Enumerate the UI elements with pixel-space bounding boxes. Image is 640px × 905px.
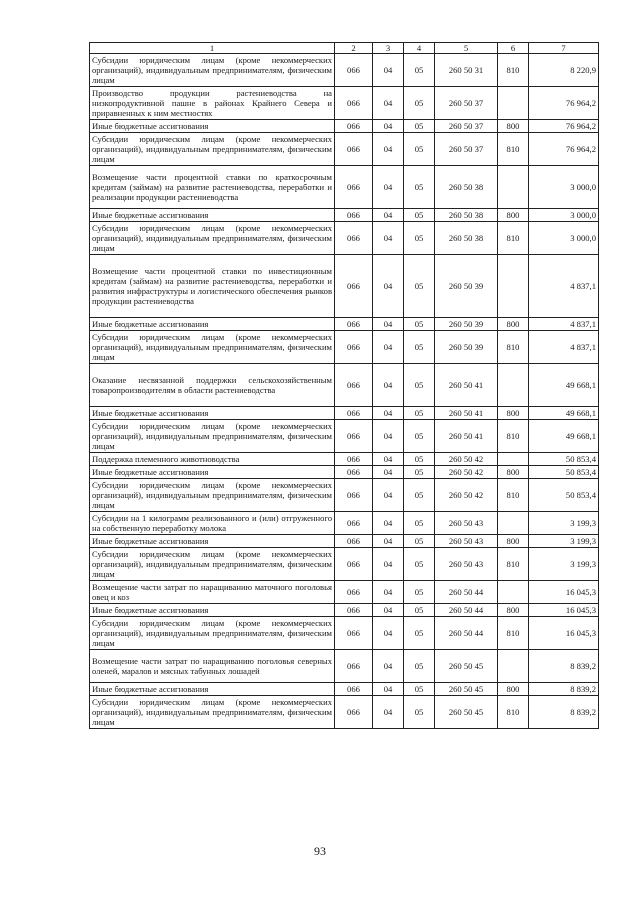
amount-cell: 8 220,9 (529, 54, 599, 87)
subsection-code-cell: 05 (404, 54, 435, 87)
target-article-cell: 260 50 43 (435, 548, 498, 581)
section-code-cell: 04 (373, 548, 404, 581)
header-row (90, 43, 599, 54)
target-article-cell: 260 50 38 (435, 222, 498, 255)
row-name-cell: Иные бюджетные ассигнования (90, 683, 335, 696)
expense-type-cell: 810 (498, 617, 529, 650)
header-cell: 2 (335, 43, 373, 54)
ministry-code-cell: 066 (335, 604, 373, 617)
section-code-cell: 04 (373, 512, 404, 535)
row-name-cell: Иные бюджетные ассигнования (90, 604, 335, 617)
budget-table-body (90, 43, 599, 729)
target-article-cell: 260 50 45 (435, 683, 498, 696)
target-article-cell: 260 50 37 (435, 133, 498, 166)
amount-cell: 4 837,1 (529, 255, 599, 318)
section-code-cell: 04 (373, 166, 404, 209)
target-article-cell: 260 50 37 (435, 120, 498, 133)
row-name-cell: Возмещение части затрат по наращиванию поголовья северных оленей, маралов и мясных табунных лошадей (90, 650, 335, 683)
ministry-code-cell: 066 (335, 581, 373, 604)
subsection-code-cell: 05 (404, 407, 435, 420)
ministry-code-cell: 066 (335, 54, 373, 87)
row-name-cell: Иные бюджетные ассигнования (90, 318, 335, 331)
section-code-cell: 04 (373, 364, 404, 407)
section-code-cell: 04 (373, 331, 404, 364)
subsection-code-cell: 05 (404, 166, 435, 209)
section-code-cell: 04 (373, 683, 404, 696)
section-code-cell: 04 (373, 617, 404, 650)
amount-cell: 3 199,3 (529, 512, 599, 535)
expense-type-cell: 800 (498, 209, 529, 222)
table-row (90, 120, 599, 133)
target-article-cell: 260 50 41 (435, 364, 498, 407)
target-article-cell: 260 50 31 (435, 54, 498, 87)
amount-cell: 3 000,0 (529, 222, 599, 255)
subsection-code-cell: 05 (404, 255, 435, 318)
subsection-code-cell: 05 (404, 548, 435, 581)
ministry-code-cell: 066 (335, 318, 373, 331)
amount-cell: 4 837,1 (529, 331, 599, 364)
amount-cell: 49 668,1 (529, 364, 599, 407)
subsection-code-cell: 05 (404, 120, 435, 133)
subsection-code-cell: 05 (404, 479, 435, 512)
amount-cell: 49 668,1 (529, 407, 599, 420)
section-code-cell: 04 (373, 453, 404, 466)
expense-type-cell: 810 (498, 479, 529, 512)
section-code-cell: 04 (373, 87, 404, 120)
expense-type-cell (498, 650, 529, 683)
section-code-cell: 04 (373, 120, 404, 133)
ministry-code-cell: 066 (335, 512, 373, 535)
row-name-cell: Возмещение части затрат по наращиванию маточного поголовья овец и коз (90, 581, 335, 604)
section-code-cell: 04 (373, 604, 404, 617)
row-name-cell: Поддержка племенного животноводства (90, 453, 335, 466)
target-article-cell: 260 50 38 (435, 166, 498, 209)
amount-cell: 3 199,3 (529, 535, 599, 548)
table-row (90, 331, 599, 364)
section-code-cell: 04 (373, 479, 404, 512)
target-article-cell: 260 50 45 (435, 696, 498, 729)
subsection-code-cell: 05 (404, 512, 435, 535)
ministry-code-cell: 066 (335, 696, 373, 729)
table-row (90, 222, 599, 255)
table-row (90, 466, 599, 479)
ministry-code-cell: 066 (335, 453, 373, 466)
subsection-code-cell: 05 (404, 420, 435, 453)
expense-type-cell (498, 255, 529, 318)
ministry-code-cell: 066 (335, 466, 373, 479)
section-code-cell: 04 (373, 318, 404, 331)
ministry-code-cell: 066 (335, 133, 373, 166)
table-row (90, 420, 599, 453)
target-article-cell: 260 50 41 (435, 407, 498, 420)
target-article-cell: 260 50 39 (435, 331, 498, 364)
table-row (90, 255, 599, 318)
subsection-code-cell: 05 (404, 331, 435, 364)
table-row (90, 479, 599, 512)
ministry-code-cell: 066 (335, 166, 373, 209)
expense-type-cell: 800 (498, 407, 529, 420)
table-row (90, 512, 599, 535)
row-name-cell: Субсидии юридическим лицам (кроме некоммерческих организаций), индивидуальным предпринимателям, физическим лицам (90, 420, 335, 453)
row-name-cell: Субсидии на 1 килограмм реализованного и (или) отгруженного на собственную переработку молока (90, 512, 335, 535)
ministry-code-cell: 066 (335, 479, 373, 512)
amount-cell: 8 839,2 (529, 696, 599, 729)
ministry-code-cell: 066 (335, 535, 373, 548)
expense-type-cell (498, 166, 529, 209)
target-article-cell: 260 50 38 (435, 209, 498, 222)
target-article-cell: 260 50 42 (435, 466, 498, 479)
target-article-cell: 260 50 37 (435, 87, 498, 120)
target-article-cell: 260 50 43 (435, 512, 498, 535)
expense-type-cell: 810 (498, 222, 529, 255)
ministry-code-cell: 066 (335, 209, 373, 222)
target-article-cell: 260 50 39 (435, 255, 498, 318)
table-row (90, 318, 599, 331)
target-article-cell: 260 50 43 (435, 535, 498, 548)
amount-cell: 76 964,2 (529, 120, 599, 133)
table-row (90, 54, 599, 87)
ministry-code-cell: 066 (335, 255, 373, 318)
section-code-cell: 04 (373, 466, 404, 479)
expense-type-cell: 810 (498, 420, 529, 453)
target-article-cell: 260 50 39 (435, 318, 498, 331)
table-row (90, 166, 599, 209)
header-cell: 3 (373, 43, 404, 54)
table-row (90, 453, 599, 466)
table-row (90, 604, 599, 617)
target-article-cell: 260 50 44 (435, 581, 498, 604)
table-row (90, 548, 599, 581)
expense-type-cell (498, 512, 529, 535)
subsection-code-cell: 05 (404, 133, 435, 166)
row-name-cell: Возмещение части процентной ставки по инвестиционным кредитам (займам) на развитие растениеводства, переработки и развития инфраструктуры и логистического обеспечения рынков продукции растениеводства (90, 255, 335, 318)
section-code-cell: 04 (373, 581, 404, 604)
expense-type-cell: 810 (498, 133, 529, 166)
header-cell: 7 (529, 43, 599, 54)
subsection-code-cell: 05 (404, 209, 435, 222)
section-code-cell: 04 (373, 407, 404, 420)
subsection-code-cell: 05 (404, 617, 435, 650)
table-row (90, 617, 599, 650)
row-name-cell: Субсидии юридическим лицам (кроме некоммерческих организаций), индивидуальным предпринимателям, физическим лицам (90, 133, 335, 166)
expense-type-cell: 800 (498, 120, 529, 133)
section-code-cell: 04 (373, 255, 404, 318)
ministry-code-cell: 066 (335, 331, 373, 364)
subsection-code-cell: 05 (404, 318, 435, 331)
section-code-cell: 04 (373, 650, 404, 683)
subsection-code-cell: 05 (404, 581, 435, 604)
section-code-cell: 04 (373, 54, 404, 87)
table-row (90, 87, 599, 120)
ministry-code-cell: 066 (335, 650, 373, 683)
amount-cell: 3 000,0 (529, 166, 599, 209)
row-name-cell: Субсидии юридическим лицам (кроме некоммерческих организаций), индивидуальным предпринимателям, физическим лицам (90, 479, 335, 512)
subsection-code-cell: 05 (404, 222, 435, 255)
ministry-code-cell: 066 (335, 617, 373, 650)
target-article-cell: 260 50 44 (435, 617, 498, 650)
budget-table (89, 42, 599, 729)
row-name-cell: Субсидии юридическим лицам (кроме некоммерческих организаций), индивидуальным предпринимателям, физическим лицам (90, 331, 335, 364)
table-row (90, 407, 599, 420)
header-cell: 1 (90, 43, 335, 54)
expense-type-cell (498, 87, 529, 120)
expense-type-cell: 810 (498, 696, 529, 729)
amount-cell: 3 000,0 (529, 209, 599, 222)
ministry-code-cell: 066 (335, 364, 373, 407)
row-name-cell: Иные бюджетные ассигнования (90, 120, 335, 133)
row-name-cell: Иные бюджетные ассигнования (90, 535, 335, 548)
target-article-cell: 260 50 44 (435, 604, 498, 617)
table-row (90, 535, 599, 548)
target-article-cell: 260 50 45 (435, 650, 498, 683)
row-name-cell: Производство продукции растениеводства на низкопродуктивной пашне в районах Крайнего Севера и приравненных к ним местностях (90, 87, 335, 120)
ministry-code-cell: 066 (335, 683, 373, 696)
ministry-code-cell: 066 (335, 87, 373, 120)
ministry-code-cell: 066 (335, 120, 373, 133)
subsection-code-cell: 05 (404, 364, 435, 407)
amount-cell: 8 839,2 (529, 650, 599, 683)
ministry-code-cell: 066 (335, 222, 373, 255)
amount-cell: 4 837,1 (529, 318, 599, 331)
row-name-cell: Оказание несвязанной поддержки сельскохозяйственным товаропроизводителям в области растениеводства (90, 364, 335, 407)
amount-cell: 49 668,1 (529, 420, 599, 453)
header-cell: 6 (498, 43, 529, 54)
target-article-cell: 260 50 42 (435, 453, 498, 466)
ministry-code-cell: 066 (335, 407, 373, 420)
subsection-code-cell: 05 (404, 453, 435, 466)
table-row (90, 364, 599, 407)
subsection-code-cell: 05 (404, 604, 435, 617)
row-name-cell: Субсидии юридическим лицам (кроме некоммерческих организаций), индивидуальным предпринимателям, физическим лицам (90, 222, 335, 255)
subsection-code-cell: 05 (404, 650, 435, 683)
row-name-cell: Иные бюджетные ассигнования (90, 209, 335, 222)
amount-cell: 16 045,3 (529, 604, 599, 617)
expense-type-cell (498, 581, 529, 604)
table-row (90, 133, 599, 166)
expense-type-cell: 800 (498, 535, 529, 548)
page-number: 93 (314, 844, 326, 858)
section-code-cell: 04 (373, 133, 404, 166)
amount-cell: 16 045,3 (529, 581, 599, 604)
table-row (90, 209, 599, 222)
section-code-cell: 04 (373, 535, 404, 548)
section-code-cell: 04 (373, 209, 404, 222)
row-name-cell: Иные бюджетные ассигнования (90, 407, 335, 420)
table-row (90, 696, 599, 729)
amount-cell: 3 199,3 (529, 548, 599, 581)
amount-cell: 76 964,2 (529, 133, 599, 166)
subsection-code-cell: 05 (404, 87, 435, 120)
subsection-code-cell: 05 (404, 535, 435, 548)
section-code-cell: 04 (373, 222, 404, 255)
amount-cell: 50 853,4 (529, 479, 599, 512)
header-cell: 5 (435, 43, 498, 54)
amount-cell: 16 045,3 (529, 617, 599, 650)
section-code-cell: 04 (373, 420, 404, 453)
table-row (90, 581, 599, 604)
expense-type-cell: 800 (498, 318, 529, 331)
expense-type-cell (498, 453, 529, 466)
expense-type-cell: 800 (498, 604, 529, 617)
amount-cell: 76 964,2 (529, 87, 599, 120)
expense-type-cell: 800 (498, 466, 529, 479)
amount-cell: 8 839,2 (529, 683, 599, 696)
amount-cell: 50 853,4 (529, 453, 599, 466)
subsection-code-cell: 05 (404, 683, 435, 696)
subsection-code-cell: 05 (404, 696, 435, 729)
ministry-code-cell: 066 (335, 420, 373, 453)
header-cell: 4 (404, 43, 435, 54)
row-name-cell: Субсидии юридическим лицам (кроме некоммерческих организаций), индивидуальным предпринимателям, физическим лицам (90, 696, 335, 729)
expense-type-cell: 800 (498, 683, 529, 696)
expense-type-cell: 810 (498, 54, 529, 87)
table-row (90, 650, 599, 683)
row-name-cell: Субсидии юридическим лицам (кроме некоммерческих организаций), индивидуальным предпринимателям, физическим лицам (90, 548, 335, 581)
ministry-code-cell: 066 (335, 548, 373, 581)
row-name-cell: Иные бюджетные ассигнования (90, 466, 335, 479)
expense-type-cell (498, 364, 529, 407)
target-article-cell: 260 50 42 (435, 479, 498, 512)
table-row (90, 683, 599, 696)
row-name-cell: Субсидии юридическим лицам (кроме некоммерческих организаций), индивидуальным предпринимателям, физическим лицам (90, 54, 335, 87)
row-name-cell: Субсидии юридическим лицам (кроме некоммерческих организаций), индивидуальным предпринимателям, физическим лицам (90, 617, 335, 650)
section-code-cell: 04 (373, 696, 404, 729)
expense-type-cell: 810 (498, 331, 529, 364)
target-article-cell: 260 50 41 (435, 420, 498, 453)
subsection-code-cell: 05 (404, 466, 435, 479)
expense-type-cell: 810 (498, 548, 529, 581)
row-name-cell: Возмещение части процентной ставки по краткосрочным кредитам (займам) на развитие растениеводства, переработки и реализации продукции растениеводства (90, 166, 335, 209)
amount-cell: 50 853,4 (529, 466, 599, 479)
